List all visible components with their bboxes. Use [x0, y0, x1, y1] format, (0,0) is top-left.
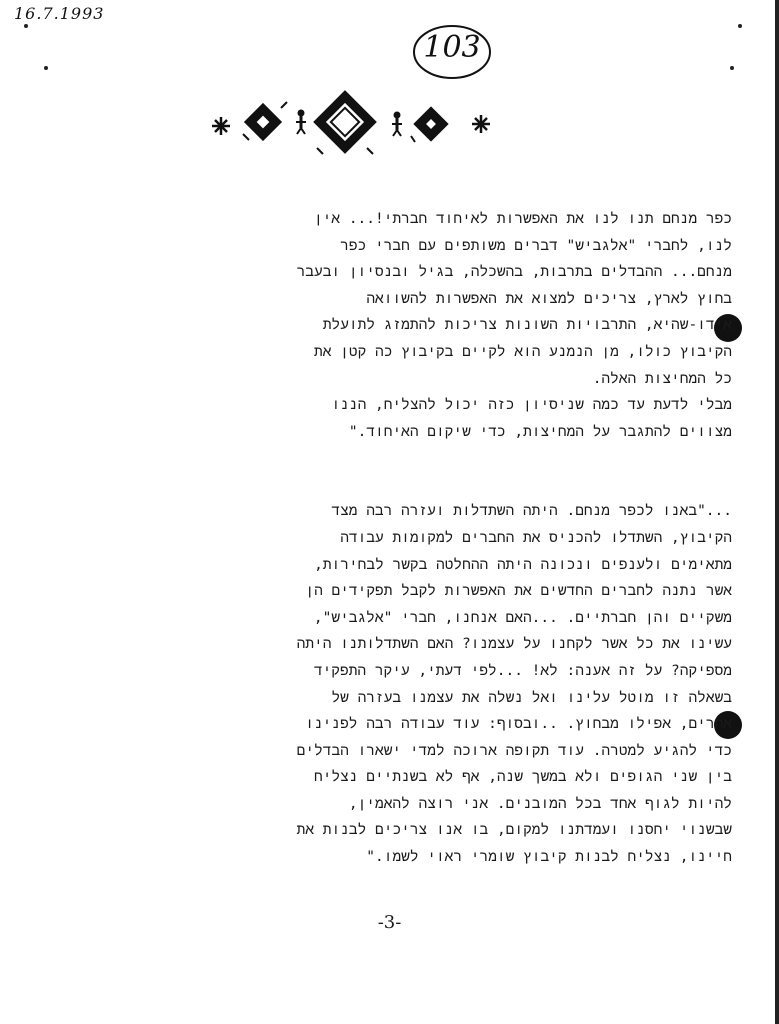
- text-line: מתאימים ולענפים ונכונה היתה ההחלטה בקשר לבחירות,: [314, 556, 732, 573]
- scan-speck: [44, 66, 48, 70]
- text-line: בחוץ לארץ, צריכים למצוא את האפשרות להשוואה: [366, 290, 732, 307]
- handwritten-date: 16.7.1993: [14, 4, 105, 23]
- body-text: [100, 206, 732, 871]
- text-line: עשינו את כל אשר לקחנו על עצמנו? האם השתדלותנו היתה: [296, 636, 732, 653]
- folio-number: 103: [423, 30, 481, 65]
- decorative-ornament-icon: [205, 84, 505, 164]
- scan-speck: [738, 24, 742, 28]
- text-line: אשר נתנה לחברים החדשים את האפשרות לקבל תפקידים הן: [305, 583, 732, 600]
- text-line: בשאלה זו מוטל עלינו ואל נשלה את עצמנו בעזרה של: [331, 689, 732, 706]
- text-line: אידו-שהיא, התרבויות השונות צריכות להתמזג לתועלת: [322, 317, 732, 334]
- text-line: מצווים להתגבר על המחיצות, כדי שיקום האיחוד.": [348, 423, 732, 440]
- text-line: חיינו, נצליח לבנות קיבוץ שומרי ראוי לשמו.": [366, 849, 732, 866]
- text-line: לנו, לחברי "אלגביש" דברים משותפים עם חברי כפר: [340, 237, 732, 254]
- text-line: כל המחיצות האלה.: [592, 370, 732, 387]
- scan-speck: [24, 24, 28, 28]
- text-line: בין שני הגופים ולא במשך שנה, אף לא בשנתיים נצליח: [314, 769, 732, 786]
- text-line: שבשנוי יחסנו ועמדתנו למקום, בו אנו צריכים לבנות את: [296, 822, 732, 839]
- text-line: ..."באנו לכפר מנחם. היתה השתדלות ועזרה רבה מצד: [331, 503, 732, 520]
- text-line: להיות לגוף אחד בכל המובנים. אני רוצה להאמין,: [348, 795, 732, 812]
- text-line: הקיבוץ, השתדלו להכניס את החברים למקומות עבודה: [340, 529, 732, 546]
- text-line: כפר מנחם תנו לנו את האפשרות לאיחוד חברתי!... אין: [313, 211, 732, 227]
- paragraph-gap: [100, 445, 732, 498]
- text-line: כדי להגיע למטרה. עוד תקופה ארוכה למדי ישארו הבדלים: [296, 742, 732, 759]
- text-line: מבלי לדעת עד כמה שניסיון כזה יכול להצליח, הננו: [331, 397, 732, 414]
- scan-edge: [775, 0, 779, 1024]
- folio-stamp: [408, 22, 496, 82]
- text-line: משקיים והן חברתיים. ...האם אנחנו, חברי "אלגביש",: [313, 609, 732, 626]
- scan-speck: [730, 66, 734, 70]
- text-line: הקיבוץ כולו, מן הנמנע הוא לקיים בקיבוץ כה קטן את: [314, 343, 732, 360]
- page-number: -3-: [377, 912, 402, 933]
- text-line: מנחם... ההבדלים בתרבות, בהשכלה, בגיל ובנסיון ובעבר: [296, 264, 732, 281]
- text-line: אחרים, אפילו מבחוץ. ..ובסוף: עוד עבודה רבה לפנינו: [305, 716, 732, 733]
- text-line: מספיקה? על זה אענה: לא! ...לפי דעתי, עיקר התפקיד: [313, 662, 732, 679]
